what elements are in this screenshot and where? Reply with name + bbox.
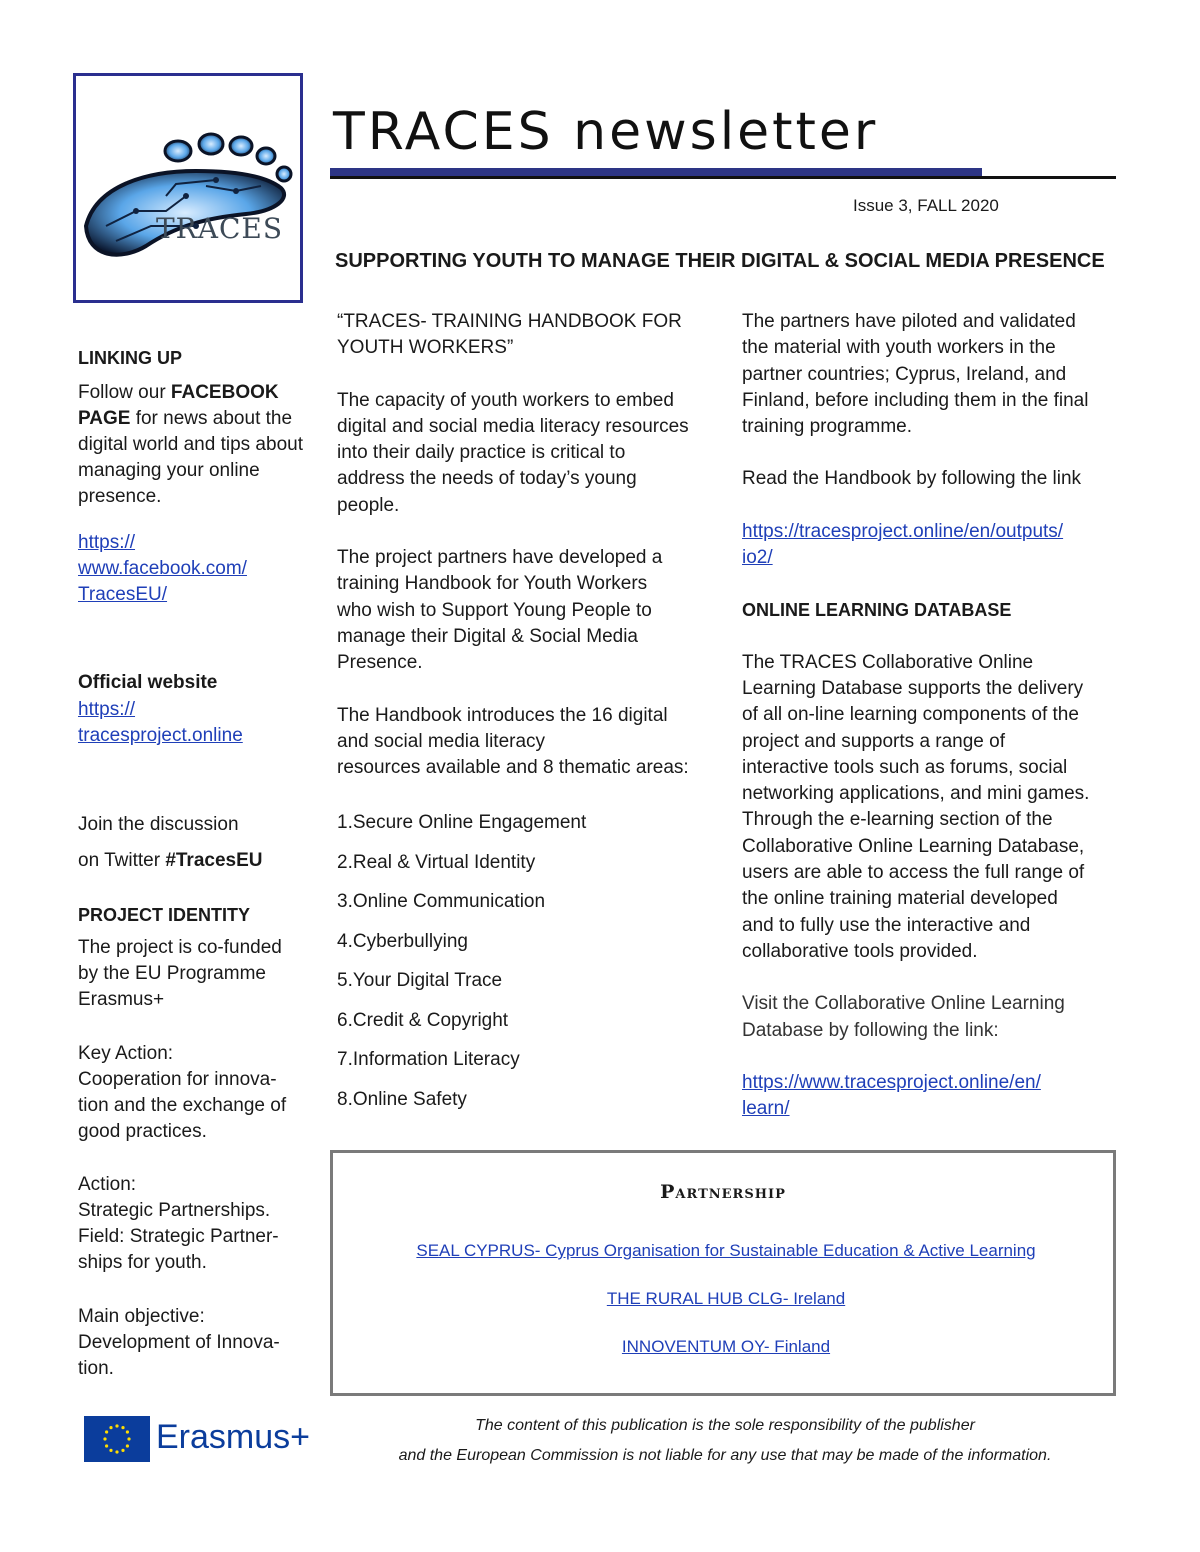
paragraph-line: who wish to Support Young People to xyxy=(337,599,652,621)
list-item: 5.Your Digital Trace xyxy=(337,970,503,991)
partner-link[interactable]: INNOVENTUM OY- Finland xyxy=(621,1337,831,1356)
objective-line: Development of Innova- xyxy=(78,1332,280,1353)
partner-item[interactable] xyxy=(333,1337,1119,1357)
database-link[interactable]: learn/ xyxy=(742,1098,790,1120)
partnership-title: Partnership xyxy=(660,1181,786,1203)
partner-link[interactable]: SEAL CYPRUS- Cyprus Organisation for Sustainable Education & Active Learning xyxy=(416,1241,1036,1260)
paragraph-line: Read the Handbook by following the link xyxy=(742,468,1082,490)
paragraph-line: manage their Digital & Social Media xyxy=(337,625,638,647)
footprint-icon xyxy=(76,76,300,300)
handbook-link[interactable]: io2/ xyxy=(742,547,773,569)
paragraph-line: Through the e-learning section of the xyxy=(742,809,1053,831)
paragraph-line: Presence. xyxy=(337,652,423,674)
paragraph-line: interactive tools such as forums, social xyxy=(742,756,1068,778)
paragraph-line: The TRACES Collaborative Online xyxy=(742,651,1034,673)
paragraph-line: training programme. xyxy=(742,416,913,438)
list-item: 6.Credit & Copyright xyxy=(337,1009,509,1031)
main-objective xyxy=(78,1304,280,1382)
action-line: Field: Strategic Partner- xyxy=(78,1226,279,1247)
website-link[interactable] xyxy=(78,697,243,749)
paragraph-line: The partners have piloted and validated xyxy=(742,311,1076,332)
paragraph-line: Learning Database supports the delivery xyxy=(742,677,1084,699)
website-link-line[interactable]: https:// xyxy=(78,699,136,720)
key-action-line: good practices. xyxy=(78,1121,207,1142)
identity-line: Erasmus+ xyxy=(78,989,165,1010)
handbook-link[interactable]: https://tracesproject.online/en/outputs/ xyxy=(742,520,1064,542)
identity-heading: PROJECT IDENTITY xyxy=(78,905,251,925)
headline: SUPPORTING YOUTH TO MANAGE THEIR DIGITAL & SOCIAL MEDIA PRESENCE xyxy=(335,250,1105,272)
list-item: 1.Secure Online Engagement xyxy=(337,812,587,833)
paragraph-line: of all on-line learning components of the xyxy=(742,704,1079,726)
action-line: Action: xyxy=(78,1174,137,1195)
action-line: ships for youth. xyxy=(78,1252,207,1273)
follow-text xyxy=(78,380,308,510)
paragraph-line: Database by following the link: xyxy=(742,1019,999,1041)
objective-line: tion. xyxy=(78,1358,114,1379)
partner-item[interactable] xyxy=(333,1289,1119,1309)
objective-line: Main objective: xyxy=(78,1306,205,1327)
paragraph-line: resources available and 8 thematic areas: xyxy=(337,757,689,779)
key-action-line: Cooperation for innova- xyxy=(78,1069,277,1090)
right-column xyxy=(742,309,1122,1122)
facebook-link-line[interactable]: TracesEU/ xyxy=(78,584,168,605)
key-action-line: tion and the exchange of xyxy=(78,1095,287,1116)
disclaimer-line: and the European Commission is not liable for any use that may be made of the information. xyxy=(398,1447,1052,1464)
paragraph-line: the material with youth workers in the xyxy=(742,337,1056,359)
handbook-title-line: “TRACES- TRAINING HANDBOOK FOR xyxy=(337,311,682,332)
paragraph-line: Collaborative Online Learning Database, xyxy=(742,835,1085,857)
facebook-page-label: FACEBOOK PAGE xyxy=(78,382,279,429)
middle-column xyxy=(337,309,717,781)
twitter-hashtag: #TracesEU xyxy=(165,850,263,871)
partnership-box xyxy=(330,1150,1116,1396)
paragraph-line: into their daily practice is critical to xyxy=(337,442,626,464)
website-heading: Official website xyxy=(78,672,218,693)
database-heading: ONLINE LEARNING DATABASE xyxy=(742,600,1012,621)
follow-pre: Follow our xyxy=(78,382,171,403)
paragraph-line: address the needs of today’s young xyxy=(337,468,637,490)
list-item: 4.Cyberbullying xyxy=(337,930,468,952)
join-discussion: Join the discussion xyxy=(78,814,239,835)
database-link[interactable]: https://www.tracesproject.online/en/ xyxy=(742,1071,1041,1093)
paragraph-line: digital and social media literacy resources xyxy=(337,415,689,437)
partner-item[interactable] xyxy=(333,1241,1119,1261)
logo-text: TRACES xyxy=(156,212,284,245)
follow-post: for news about the digital world and tips about managing your online presence. xyxy=(78,408,303,507)
issue-label: Issue 3, FALL 2020 xyxy=(853,196,999,215)
action xyxy=(78,1172,279,1276)
thematic-areas-list xyxy=(337,810,717,1126)
paragraph-line: The project partners have developed a xyxy=(337,547,663,569)
paragraph-line: collaborative tools provided. xyxy=(742,940,978,962)
paragraph-line: users are able to access the full range of xyxy=(742,862,1085,884)
identity-text xyxy=(78,935,282,1013)
paragraph-line: The capacity of youth workers to embed xyxy=(337,389,674,411)
key-action xyxy=(78,1041,286,1145)
list-item: 7.Information Literacy xyxy=(337,1049,520,1070)
facebook-link[interactable] xyxy=(78,530,247,608)
eu-flag-icon xyxy=(84,1416,150,1462)
paragraph-line: people. xyxy=(337,494,400,516)
action-line: Strategic Partnerships. xyxy=(78,1200,271,1221)
twitter-label: on Twitter xyxy=(78,850,166,871)
erasmus-logo-text: Erasmus+ xyxy=(156,1418,310,1456)
paragraph-line: and to fully use the interactive and xyxy=(742,914,1031,936)
identity-line: The project is co-funded xyxy=(78,937,282,958)
facebook-link-line[interactable]: www.facebook.com/ xyxy=(78,558,247,579)
traces-logo xyxy=(73,73,303,303)
list-item: 3.Online Communication xyxy=(337,891,546,912)
disclaimer-line: The content of this publication is the sole responsibility of the publisher xyxy=(475,1417,975,1434)
paragraph-line: the online training material developed xyxy=(742,888,1058,910)
linking-heading: LINKING UP xyxy=(78,348,183,368)
facebook-link-line[interactable]: https:// xyxy=(78,532,136,553)
list-item: 8.Online Safety xyxy=(337,1088,467,1110)
key-action-line: Key Action: xyxy=(78,1043,174,1064)
paragraph-line: Finland, before including them in the final xyxy=(742,389,1089,411)
handbook-title-line: YOUTH WORKERS” xyxy=(337,337,514,359)
sidebar xyxy=(78,345,308,371)
website-link-line[interactable]: tracesproject.online xyxy=(78,725,243,746)
list-item: 2.Real & Virtual Identity xyxy=(337,851,536,873)
title-rule-black xyxy=(330,176,1116,179)
paragraph-line: networking applications, and mini games. xyxy=(742,783,1090,805)
twitter-line xyxy=(78,848,263,874)
paragraph-line: project and supports a range of xyxy=(742,730,1006,752)
identity-line: by the EU Programme xyxy=(78,963,266,984)
paragraph-line: Visit the Collaborative Online Learning xyxy=(742,993,1065,1015)
partner-link[interactable]: THE RURAL HUB CLG- Ireland xyxy=(606,1289,846,1308)
paragraph-line: The Handbook introduces the 16 digital xyxy=(337,704,668,726)
paragraph-line: training Handbook for Youth Workers xyxy=(337,573,648,595)
paragraph-line: partner countries; Cyprus, Ireland, and xyxy=(742,363,1067,385)
newsletter-title: TRACES newsletter xyxy=(333,102,879,162)
paragraph-line: and social media literacy xyxy=(337,730,546,752)
